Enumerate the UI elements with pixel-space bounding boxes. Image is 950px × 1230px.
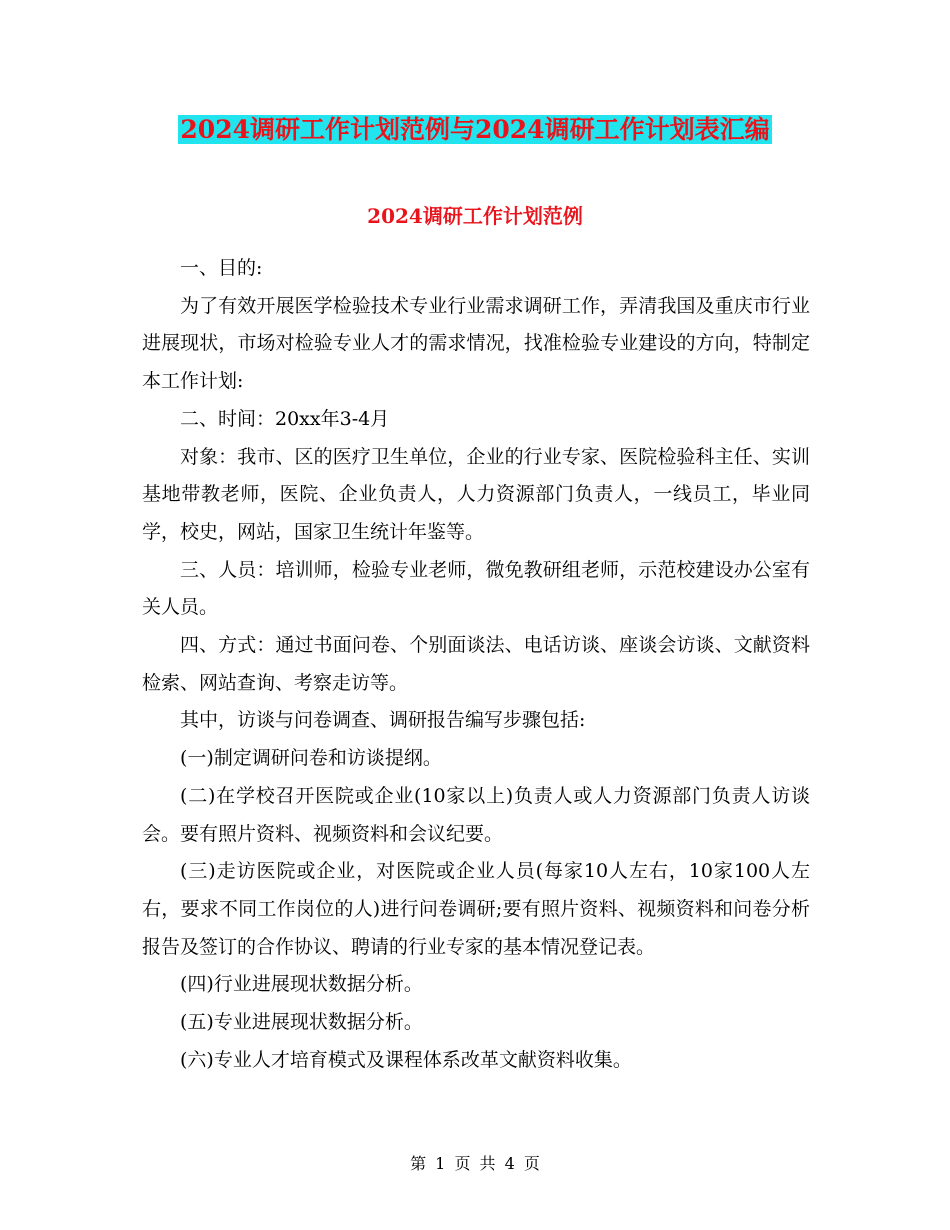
document-title: [0, 112, 950, 148]
paragraph: 对象：我市、区的医疗卫生单位，企业的行业专家、医院检验科主任、实训基地带教老师，医院、企业负责人，人力资源部门负责人，一线员工，毕业同学，校史，网站，国家卫生统计年鉴等。: [142, 445, 810, 543]
paragraph: (三)走访医院或企业，对医院或企业人员(每家10人左右，10家100人左右，要求不同工作岗位的人)进行问卷调研;要有照片资料、视频资料和问卷分析报告及签订的合作协议、聘请的行业专家的基本情况登记表。: [142, 860, 810, 958]
paragraph: 三、人员：培训师，检验专业老师，微免教研组老师，示范校建设办公室有关人员。: [142, 558, 810, 619]
paragraph: 一、目的:: [180, 257, 263, 279]
paragraph: 为了有效开展医学检验技术专业行业需求调研工作，弄清我国及重庆市行业进展现状，市场对检验专业人才的需求情况，找准检验专业建设的方向，特制定本工作计划:: [142, 294, 810, 393]
paragraph: (一)制定调研问卷和访谈提纲。: [180, 747, 442, 770]
paragraph: (六)专业人才培育模式及课程体系改革文献资料收集。: [180, 1048, 632, 1071]
paragraph: (二)在学校召开医院或企业(10家以上)负责人或人力资源部门负责人访谈会。要有照片资料、视频资料和会议纪要。: [142, 784, 810, 845]
document-title-text: 2024调研工作计划范例与2024调研工作计划表汇编: [180, 115, 770, 144]
paragraph: (四)行业进展现状数据分析。: [180, 973, 423, 996]
section-title: 2024调研工作计划范例: [367, 204, 583, 228]
document-body: [142, 250, 810, 1079]
page-footer: 第 1 页 共 4 页: [410, 1154, 540, 1173]
paragraph: 四、方式：通过书面问卷、个别面谈法、电话访谈、座谈会访谈、文献资料检索、网站查询、考察走访等。: [142, 634, 810, 694]
paragraph: (五)专业进展现状数据分析。: [180, 1011, 423, 1034]
paragraph: 二、时间：20xx年3-4月: [180, 407, 390, 430]
paragraph: 其中，访谈与问卷调查、调研报告编写步骤包括:: [180, 709, 586, 732]
